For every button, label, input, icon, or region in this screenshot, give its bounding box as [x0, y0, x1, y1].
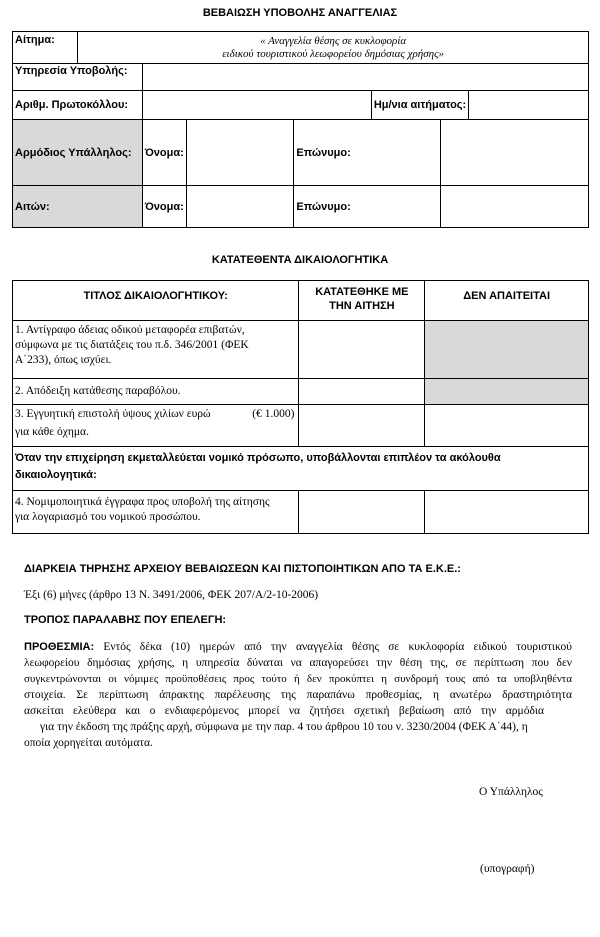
col-title-header: ΤΙΤΛΟΣ ΔΙΚΑΙΟΛΟΓΗΤΙΚΟΥ:: [13, 281, 299, 321]
employee-last-name-label: Επώνυμο:: [294, 120, 441, 186]
docs-section-title: ΚΑΤΑΤΕΘΕΝΤΑ ΔΙΚΑΙΟΛΟΓΗΤΙΚΑ: [211, 254, 389, 266]
date-label: Ημ/νια αιτήματος:: [371, 91, 468, 120]
protocol-label: Αριθμ. Πρωτοκόλλου:: [13, 91, 143, 120]
retention-text: Έξι (6) μήνες (άρθρο 13 Ν. 3491/2006, ΦΕΚ 207/Α/2-10-2006): [24, 589, 319, 601]
employee-last-name-field[interactable]: [441, 120, 589, 186]
employee-sign-label: Ο Υπάλληλος: [479, 786, 543, 798]
doc-1-not-required-cell: [425, 321, 589, 379]
page-title: ΒΕΒΑΙΩΣΗ ΥΠΟΒΟΛΗΣ ΑΝΑΓΓΕΛΙΑΣ: [202, 7, 398, 19]
request-value: « Αναγγελία θέσης σε κυκλοφορία ειδικού τουριστικού λεωφορείου δημόσιας χρήσης»: [78, 32, 589, 64]
applicant-first-name-label: Όνομα:: [142, 186, 186, 228]
doc-3-amount: (€ 1.000): [252, 408, 295, 420]
documents-table: [12, 280, 589, 534]
doc-4-not-required-cell[interactable]: [425, 491, 589, 534]
deadline-paragraph: ΠΡΟΘΕΣΜΙΑ: Εντός δέκα (10) ημερών από την αναγγελία θέσης σε κυκλοφορία ειδικού τουριστικού λεωφορείου δημόσιας χρήσης, η υπηρεσία δύναται να απαγορεύσει την θέση της, σε περίπτωση που δεν συγκεντρώνονται οι νόμιμες προϋποθέσεις προς τούτο ή δεν προκύπτει η συνδρομή τους από τα υποβληθέντα στοιχεία. Σε περίπτωση άπρακτης παρέλευσης της παραπάνω προθεσμίας, η ανωτέρω δραστηριότητα ασκείται ελεύθερα και ο ενδιαφερόμενος μπορεί να ζητήσει σχετική βεβαίωση από την αρμόδια για την έκδοση της πράξης αρχή, σύμφωνα με την παρ. 4 του άρθρου 10 του ν. 3230/2004 (ΦΕΚ Α΄44), η οποία χορηγείται αυτόματα.: [24, 641, 572, 749]
table-row: [13, 321, 589, 379]
protocol-field[interactable]: [142, 91, 371, 120]
col-submitted-header: ΚΑΤΑΤΕΘΗΚΕ ΜΕ ΤΗΝ ΑΙΤΗΣΗ: [299, 281, 425, 321]
doc-2-not-required-cell: [425, 379, 589, 405]
applicant-first-name-field[interactable]: [186, 186, 294, 228]
doc-4: 4. Νομιμοποιητικά έγγραφα προς υποβολή της αίτησης για λογαριασμό του νομικού προσώπου.: [13, 491, 299, 534]
doc-2: 2. Απόδειξη κατάθεσης παραβόλου.: [13, 379, 299, 405]
table-row: [13, 491, 589, 534]
doc-3-not-required-cell[interactable]: [425, 405, 589, 447]
table-row: [13, 405, 589, 447]
request-info-table: [12, 31, 589, 228]
doc-3: 3. Εγγυητική επιστολή ύψους χιλίων ευρώ (€ 1.000) για κάθε όχημα.: [13, 405, 299, 447]
doc-1-submitted-cell[interactable]: [299, 321, 425, 379]
legal-entity-note: Όταν την επιχείρηση εκμεταλλεύεται νομικό πρόσωπο, υποβάλλονται επιπλέον τα ακόλουθα δικαιολογητικά:: [13, 447, 589, 491]
applicant-label: Αιτών:: [13, 186, 143, 228]
doc-3-submitted-cell[interactable]: [299, 405, 425, 447]
date-field[interactable]: [469, 91, 589, 120]
applicant-last-name-field[interactable]: [441, 186, 589, 228]
employee-first-name-field[interactable]: [186, 120, 294, 186]
employee-first-name-label: Όνομα:: [142, 120, 186, 186]
deadline-label: ΠΡΟΘΕΣΜΙΑ:: [24, 641, 95, 653]
table-row: [13, 379, 589, 405]
applicant-last-name-label: Επώνυμο:: [294, 186, 441, 228]
doc-4-submitted-cell[interactable]: [299, 491, 425, 534]
delivery-method-title: ΤΡΟΠΟΣ ΠΑΡΑΛΑΒΗΣ ΠΟΥ ΕΠΕΛΕΓΗ:: [24, 614, 227, 626]
signature-label: (υπογραφή): [480, 863, 535, 875]
service-field[interactable]: [142, 64, 588, 91]
service-label: Υπηρεσία Υποβολής:: [13, 64, 143, 91]
employee-label: Αρμόδιος Υπάλληλος:: [13, 120, 143, 186]
doc-1: 1. Αντίγραφο άδειας οδικού μεταφορέα επιβατών, σύμφωνα με τις διατάξεις του π.δ. 346/2001 (ΦΕΚ Α΄233), όπως ισχύει.: [13, 321, 299, 379]
col-not-required-header: ΔΕΝ ΑΠΑΙΤΕΙΤΑΙ: [425, 281, 589, 321]
request-label: Αίτημα:: [13, 32, 78, 64]
doc-2-submitted-cell[interactable]: [299, 379, 425, 405]
retention-title: ΔΙΑΡΚΕΙΑ ΤΗΡΗΣΗΣ ΑΡΧΕΙΟΥ ΒΕΒΑΙΩΣΕΩΝ ΚΑΙ ΠΙΣΤΟΠΟΙΗΤΙΚΩΝ ΑΠΟ ΤΑ Ε.Κ.Ε.:: [24, 563, 461, 575]
